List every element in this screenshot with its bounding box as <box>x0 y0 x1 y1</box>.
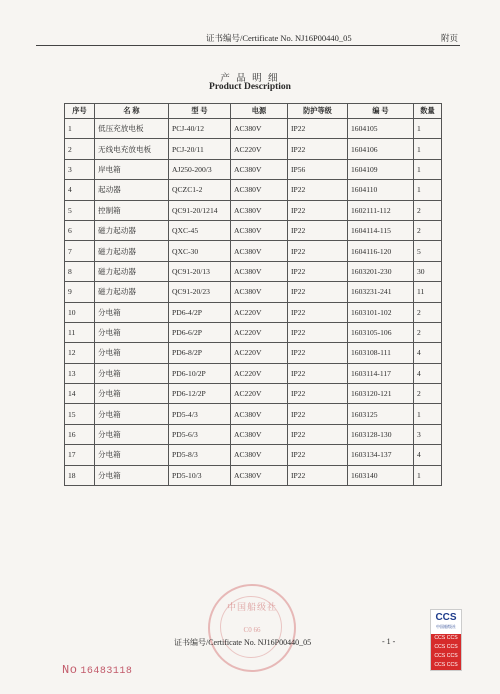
cell-name: 分电箱 <box>95 404 169 424</box>
cell-model: QC91-20/13 <box>169 261 231 281</box>
cell-model: QC91-20/1214 <box>169 200 231 220</box>
cell-model: PD6-10/2P <box>169 363 231 383</box>
cell-power: AC220V <box>231 384 288 404</box>
cell-protection: IP56 <box>288 159 348 179</box>
cell-protection: IP22 <box>288 465 348 485</box>
cell-power: AC380V <box>231 445 288 465</box>
cell-serial: 1604110 <box>348 180 414 200</box>
cell-protection: IP22 <box>288 119 348 139</box>
table-row <box>65 180 442 200</box>
cell-model: PCJ-20/11 <box>169 139 231 159</box>
header-certificate-number: 证书编号/Certificate No. NJ16P00440_05 <box>206 33 352 43</box>
cell-model: PD5-6/3 <box>169 424 231 444</box>
cell-quantity: 2 <box>414 302 442 322</box>
cell-protection: IP22 <box>288 404 348 424</box>
cell-model: QCZC1-2 <box>169 180 231 200</box>
page-number: - 1 - <box>382 637 396 646</box>
cell-name: 分电箱 <box>95 343 169 363</box>
cell-protection: IP22 <box>288 343 348 363</box>
cell-protection: IP22 <box>288 302 348 322</box>
cell-serial: 1603101-102 <box>348 302 414 322</box>
cell-serial: 1603128-130 <box>348 424 414 444</box>
cell-serial: 1603105-106 <box>348 322 414 342</box>
ccs-band-line: CCS CCS <box>434 635 458 641</box>
document-serial-number <box>62 663 132 677</box>
cell-name: 无线电充放电板 <box>95 139 169 159</box>
serial-prefix: No <box>62 663 78 677</box>
cell-name: 分电箱 <box>95 424 169 444</box>
product-table <box>64 103 442 486</box>
column-header-power: 电源 <box>231 104 288 119</box>
ccs-band-line: CCS CCS <box>434 662 458 668</box>
cell-model: PD6-4/2P <box>169 302 231 322</box>
cell-protection: IP22 <box>288 424 348 444</box>
cell-protection: IP22 <box>288 261 348 281</box>
ccs-logo <box>430 609 462 671</box>
cell-power: AC380V <box>231 119 288 139</box>
cell-quantity: 1 <box>414 159 442 179</box>
table-row <box>65 261 442 281</box>
cell-serial: 1604114-115 <box>348 220 414 240</box>
cell-name: 磁力起动器 <box>95 220 169 240</box>
cell-protection: IP22 <box>288 445 348 465</box>
table-row <box>65 119 442 139</box>
cell-power: AC380V <box>231 180 288 200</box>
cell-index: 2 <box>65 139 95 159</box>
cell-power: AC380V <box>231 404 288 424</box>
column-header-protection: 防护等级 <box>288 104 348 119</box>
cell-power: AC380V <box>231 261 288 281</box>
cell-model: QXC-45 <box>169 220 231 240</box>
cell-protection: IP22 <box>288 241 348 261</box>
column-header-model: 型 号 <box>169 104 231 119</box>
table-row <box>65 424 442 444</box>
cell-name: 分电箱 <box>95 302 169 322</box>
ccs-band-line: CCS CCS <box>434 644 458 650</box>
table-row <box>65 302 442 322</box>
cell-name: 分电箱 <box>95 384 169 404</box>
cell-serial: 1603201-230 <box>348 261 414 281</box>
table-row <box>65 282 442 302</box>
page-header <box>36 29 460 46</box>
cell-quantity: 11 <box>414 282 442 302</box>
table-body <box>65 119 442 486</box>
cell-power: AC380V <box>231 159 288 179</box>
ccs-band-line: CCS CCS <box>434 653 458 659</box>
cell-power: AC220V <box>231 363 288 383</box>
cell-protection: IP22 <box>288 139 348 159</box>
table-row <box>65 384 442 404</box>
cell-model: AJ250-200/3 <box>169 159 231 179</box>
cell-quantity: 1 <box>414 139 442 159</box>
cell-quantity: 2 <box>414 384 442 404</box>
ccs-logo-subtitle: 中国船级社 <box>436 624 456 629</box>
cell-name: 磁力起动器 <box>95 261 169 281</box>
table-row <box>65 465 442 485</box>
cell-quantity: 5 <box>414 241 442 261</box>
seal-code: C0 66 <box>243 626 261 634</box>
cell-power: AC220V <box>231 343 288 363</box>
cell-quantity: 30 <box>414 261 442 281</box>
cell-name: 分电箱 <box>95 363 169 383</box>
cell-quantity: 1 <box>414 180 442 200</box>
table-row <box>65 343 442 363</box>
cell-model: PD6-8/2P <box>169 343 231 363</box>
cell-model: PD5-10/3 <box>169 465 231 485</box>
table-row <box>65 322 442 342</box>
cell-serial: 1603120-121 <box>348 384 414 404</box>
cell-index: 13 <box>65 363 95 383</box>
cell-quantity: 4 <box>414 363 442 383</box>
cell-quantity: 4 <box>414 445 442 465</box>
cell-index: 3 <box>65 159 95 179</box>
cell-quantity: 2 <box>414 322 442 342</box>
cell-index: 11 <box>65 322 95 342</box>
cell-serial: 1604106 <box>348 139 414 159</box>
cell-power: AC380V <box>231 282 288 302</box>
cell-model: PD6-12/2P <box>169 384 231 404</box>
page-title-chinese: 产 品 明 细 <box>220 74 280 84</box>
column-header-index: 序号 <box>65 104 95 119</box>
cell-quantity: 1 <box>414 404 442 424</box>
cell-power: AC380V <box>231 200 288 220</box>
cell-serial: 1603140 <box>348 465 414 485</box>
cell-protection: IP22 <box>288 384 348 404</box>
official-seal-stamp <box>208 584 296 672</box>
header-appendix-label: 附页 <box>440 33 458 43</box>
cell-power: AC380V <box>231 465 288 485</box>
cell-index: 12 <box>65 343 95 363</box>
cell-quantity: 1 <box>414 465 442 485</box>
cell-index: 7 <box>65 241 95 261</box>
table-row <box>65 220 442 240</box>
cell-serial: 1603134-137 <box>348 445 414 465</box>
table-row <box>65 404 442 424</box>
cell-index: 18 <box>65 465 95 485</box>
cell-model: PD5-8/3 <box>169 445 231 465</box>
cell-index: 6 <box>65 220 95 240</box>
cell-name: 岸电箱 <box>95 159 169 179</box>
cell-index: 9 <box>65 282 95 302</box>
column-header-name: 名 称 <box>95 104 169 119</box>
cell-index: 14 <box>65 384 95 404</box>
table-row <box>65 200 442 220</box>
cell-name: 低压充放电板 <box>95 119 169 139</box>
cell-name: 磁力起动器 <box>95 241 169 261</box>
cell-name: 控制箱 <box>95 200 169 220</box>
cell-index: 5 <box>65 200 95 220</box>
cell-serial: 1604116-120 <box>348 241 414 261</box>
ccs-logo-text: CCS <box>435 612 457 623</box>
cell-power: AC380V <box>231 220 288 240</box>
column-header-serial: 编 号 <box>348 104 414 119</box>
cell-protection: IP22 <box>288 282 348 302</box>
cell-serial: 1602111-112 <box>348 200 414 220</box>
cell-protection: IP22 <box>288 220 348 240</box>
table-row <box>65 363 442 383</box>
cell-model: PD5-4/3 <box>169 404 231 424</box>
cell-quantity: 2 <box>414 220 442 240</box>
cell-quantity: 2 <box>414 200 442 220</box>
cell-name: 分电箱 <box>95 322 169 342</box>
cell-power: AC220V <box>231 139 288 159</box>
cell-quantity: 4 <box>414 343 442 363</box>
cell-model: QXC-30 <box>169 241 231 261</box>
cell-power: AC220V <box>231 302 288 322</box>
cell-serial: 1603231-241 <box>348 282 414 302</box>
cell-protection: IP22 <box>288 322 348 342</box>
cell-index: 8 <box>65 261 95 281</box>
serial-value: 16483118 <box>80 666 133 677</box>
cell-serial: 1604109 <box>348 159 414 179</box>
cell-index: 1 <box>65 119 95 139</box>
cell-protection: IP22 <box>288 180 348 200</box>
table-row <box>65 241 442 261</box>
cell-name: 分电箱 <box>95 445 169 465</box>
table-row <box>65 445 442 465</box>
cell-name: 起动器 <box>95 180 169 200</box>
page-title-english: Product Description <box>209 82 291 92</box>
cell-model: PCJ-40/12 <box>169 119 231 139</box>
cell-power: AC220V <box>231 322 288 342</box>
cell-index: 10 <box>65 302 95 322</box>
cell-index: 4 <box>65 180 95 200</box>
cell-serial: 1603125 <box>348 404 414 424</box>
cell-index: 15 <box>65 404 95 424</box>
cell-index: 17 <box>65 445 95 465</box>
cell-serial: 1603108-111 <box>348 343 414 363</box>
ccs-security-band <box>431 634 461 670</box>
seal-text: 中国船级社 <box>226 602 277 612</box>
cell-model: QC91-20/23 <box>169 282 231 302</box>
cell-name: 分电箱 <box>95 465 169 485</box>
cell-name: 磁力起动器 <box>95 282 169 302</box>
cell-power: AC380V <box>231 424 288 444</box>
table-row <box>65 139 442 159</box>
cell-index: 16 <box>65 424 95 444</box>
cell-quantity: 3 <box>414 424 442 444</box>
table-header-row <box>65 104 442 119</box>
cell-quantity: 1 <box>414 119 442 139</box>
cell-protection: IP22 <box>288 200 348 220</box>
cell-serial: 1604105 <box>348 119 414 139</box>
cell-serial: 1603114-117 <box>348 363 414 383</box>
footer-certificate-number: 证书编号/Certificate No. NJ16P00440_05 <box>174 638 312 647</box>
table-row <box>65 159 442 179</box>
cell-power: AC380V <box>231 241 288 261</box>
cell-protection: IP22 <box>288 363 348 383</box>
column-header-quantity: 数量 <box>414 104 442 119</box>
cell-model: PD6-6/2P <box>169 322 231 342</box>
